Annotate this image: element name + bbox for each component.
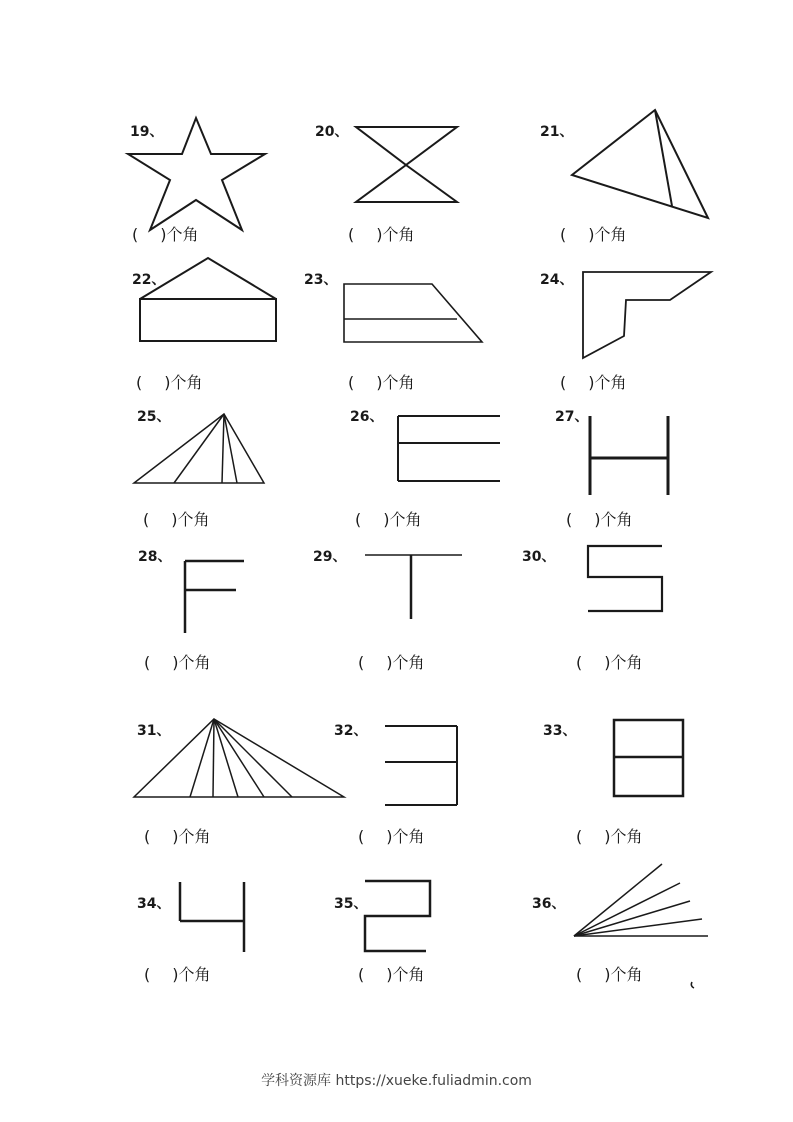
- answer-close-paren: ): [383, 510, 390, 529]
- answer-label: 个角: [178, 653, 211, 672]
- problem-36-answer: [576, 962, 643, 985]
- problem-21-number: 21、: [540, 124, 574, 140]
- answer-open-paren: (: [576, 827, 583, 846]
- answer-close-paren: ): [172, 653, 179, 672]
- problem-33-answer: [576, 824, 643, 847]
- problem-20-number: 20、: [315, 124, 349, 140]
- answer-open-paren: (: [358, 965, 365, 984]
- answer-open-paren: (: [560, 225, 567, 244]
- answer-close-paren: ): [604, 827, 611, 846]
- answer-close-paren: ): [376, 225, 383, 244]
- figure-34-four-shape: [180, 882, 244, 952]
- answer-open-paren: (: [143, 510, 150, 529]
- answer-label: 个角: [610, 653, 643, 672]
- problem-22-number: 22、: [132, 272, 166, 288]
- answer-label: 个角: [389, 510, 422, 529]
- problem-36-number: 36、: [532, 896, 566, 912]
- problem-33-number: 33、: [543, 723, 577, 739]
- problem-27-number: 27、: [555, 409, 589, 425]
- problem-30-number: 30、: [522, 549, 556, 565]
- problem-30-answer: [576, 650, 643, 673]
- figure-30-s-shape: [588, 546, 662, 611]
- problem-26-number: 26、: [350, 409, 384, 425]
- problem-19-answer: [132, 222, 199, 245]
- problem-24-answer: [560, 370, 627, 393]
- problem-24-number: 24、: [540, 272, 574, 288]
- footer-source-text: 学科资源库 https://xueke.fuliadmin.com: [261, 1073, 532, 1089]
- answer-close-paren: ): [588, 225, 595, 244]
- answer-open-paren: (: [576, 653, 583, 672]
- answer-open-paren: (: [144, 827, 151, 846]
- answer-open-paren: (: [348, 373, 355, 392]
- problem-29-number: 29、: [313, 549, 347, 565]
- problem-29-answer: [358, 650, 425, 673]
- problem-34-answer: [144, 962, 211, 985]
- figure-24-l-shape: [583, 272, 711, 358]
- problem-21-answer: [560, 222, 627, 245]
- figure-33-split-rectangle: [614, 720, 683, 796]
- answer-close-paren: ): [588, 373, 595, 392]
- figure-29-t-shape: [365, 555, 462, 619]
- answer-open-paren: (: [132, 225, 139, 244]
- answer-close-paren: ): [376, 373, 383, 392]
- problem-35-answer: [358, 962, 425, 985]
- answer-label: 个角: [177, 510, 210, 529]
- answer-open-paren: (: [576, 965, 583, 984]
- stray-mark: [691, 982, 694, 988]
- answer-close-paren: ): [386, 653, 393, 672]
- problem-28-answer: [144, 650, 211, 673]
- answer-label: 个角: [392, 965, 425, 984]
- answer-label: 个角: [178, 965, 211, 984]
- problem-25-answer: [143, 507, 210, 530]
- answer-close-paren: ): [594, 510, 601, 529]
- answer-close-paren: ): [604, 653, 611, 672]
- figure-21-triangle: [572, 110, 708, 218]
- answer-close-paren: ): [171, 510, 178, 529]
- answer-label: 个角: [610, 827, 643, 846]
- answer-label: 个角: [382, 225, 415, 244]
- problem-23-number: 23、: [304, 272, 338, 288]
- problem-19-number: 19、: [130, 124, 164, 140]
- answer-close-paren: ): [172, 965, 179, 984]
- answer-label: 个角: [392, 827, 425, 846]
- answer-close-paren: ): [386, 965, 393, 984]
- problem-31-answer: [144, 824, 211, 847]
- answer-label: 个角: [392, 653, 425, 672]
- problem-23-answer: [348, 370, 415, 393]
- answer-open-paren: (: [566, 510, 573, 529]
- answer-close-paren: ): [160, 225, 167, 244]
- answer-open-paren: (: [355, 510, 362, 529]
- problem-20-answer: [348, 222, 415, 245]
- answer-close-paren: ): [386, 827, 393, 846]
- figure-35-two-shape: [365, 881, 430, 951]
- answer-open-paren: (: [358, 653, 365, 672]
- answer-open-paren: (: [144, 653, 151, 672]
- answer-close-paren: ): [172, 827, 179, 846]
- problem-25-number: 25、: [137, 409, 171, 425]
- answer-close-paren: ): [164, 373, 171, 392]
- problem-35-number: 35、: [334, 896, 368, 912]
- figure-23-trapezoid: [344, 284, 482, 342]
- problem-22-answer: [136, 370, 203, 393]
- figure-27-h-shape: [590, 416, 668, 495]
- problem-26-answer: [355, 507, 422, 530]
- problem-28-number: 28、: [138, 549, 172, 565]
- answer-label: 个角: [610, 965, 643, 984]
- answer-open-paren: (: [358, 827, 365, 846]
- answer-open-paren: (: [560, 373, 567, 392]
- figure-36-rays: [574, 864, 708, 936]
- problem-31-number: 31、: [137, 723, 171, 739]
- answer-label: 个角: [600, 510, 633, 529]
- answer-open-paren: (: [144, 965, 151, 984]
- answer-open-paren: (: [348, 225, 355, 244]
- answer-open-paren: (: [136, 373, 143, 392]
- problem-32-number: 32、: [334, 723, 368, 739]
- problem-27-answer: [566, 507, 633, 530]
- figure-32-three-shape: [385, 726, 457, 805]
- answer-label: 个角: [594, 373, 627, 392]
- answer-label: 个角: [166, 225, 199, 244]
- answer-label: 个角: [170, 373, 203, 392]
- answer-label: 个角: [382, 373, 415, 392]
- figure-20-hourglass: [356, 127, 457, 202]
- problem-34-number: 34、: [137, 896, 171, 912]
- answer-label: 个角: [594, 225, 627, 244]
- figure-28-f-shape: [185, 561, 244, 633]
- problem-32-answer: [358, 824, 425, 847]
- figure-26-e-shape: [398, 416, 500, 481]
- answer-label: 个角: [178, 827, 211, 846]
- answer-close-paren: ): [604, 965, 611, 984]
